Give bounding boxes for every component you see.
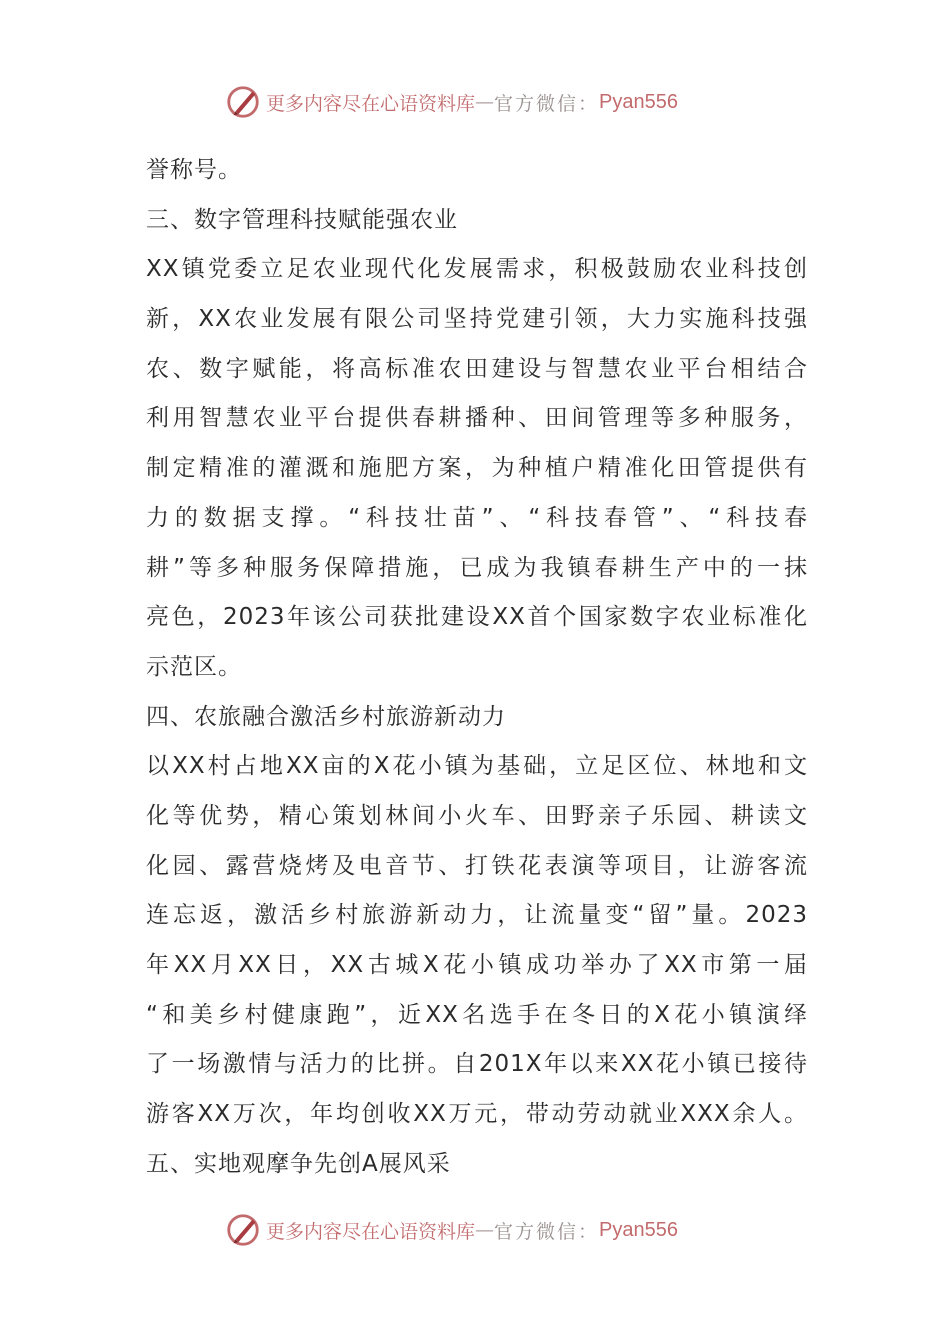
text-line: 连忘返，激活乡村旅游新动力，让流量变“留”量。2023 (146, 902, 808, 929)
banner-wechat-label: 官方微信： (494, 92, 600, 115)
text-line: 了一场激情与活力的比拼。自201X年以来XX花小镇已接待 (146, 1051, 808, 1078)
text-line: 示范区。 (146, 653, 242, 680)
text-line: 制定精准的灌溉和施肥方案，为种植户精准化田管提供有 (146, 455, 808, 482)
text-line: 化园、露营烧烤及电音节、打铁花表演等项目，让游客流 (146, 852, 808, 879)
text-line: 年XX月XX日，XX古城X花小镇成功举办了XX市第一届 (146, 952, 808, 978)
section-heading: 五、实地观摩争先创A展风采 (146, 1150, 451, 1177)
text-line: 新，XX农业发展有限公司坚持党建引领，大力实施科技强 (146, 306, 808, 333)
text-line: 誉称号。 (146, 157, 242, 183)
section-heading: 四、农旅融合激活乡村旅游新动力 (146, 703, 506, 730)
banner-separator: — (475, 1219, 495, 1241)
footer-banner (224, 1210, 744, 1250)
banner-wechat-label: 官方微信： (494, 1220, 600, 1243)
text-line: “和美乡村健康跑”，近XX名选手在冬日的X花小镇演绎 (146, 1001, 808, 1028)
text-line: 利用智慧农业平台提供春耕播种、田间管理等多种服务， (146, 405, 808, 432)
banner-wechat-id: Pyan556 (599, 1218, 678, 1241)
text-line: 以XX村占地XX亩的X花小镇为基础，立足区位、林地和文 (146, 753, 808, 780)
banner-text: 更多内容尽在心语资料库 (266, 1220, 476, 1243)
banner-wechat-id: Pyan556 (599, 90, 678, 113)
pen-logo-icon (224, 1211, 262, 1249)
text-line: 化等优势，精心策划林间小火车、田野亲子乐园、耕读文 (146, 802, 808, 829)
text-line: 亮色，2023年该公司获批建设XX首个国家数字农业标准化 (146, 604, 808, 631)
text-line: 农、数字赋能，将高标准农田建设与智慧农业平台相结合 (146, 355, 808, 382)
text-line: XX镇党委立足农业现代化发展需求，积极鼓励农业科技创 (146, 256, 808, 283)
text-line: 耕”等多种服务保障措施，已成为我镇春耕生产中的一抹 (146, 554, 808, 581)
banner-separator: — (475, 91, 495, 113)
header-banner (224, 82, 744, 122)
banner-text: 更多内容尽在心语资料库 (266, 92, 476, 115)
section-heading: 三、数字管理科技赋能强农业 (146, 206, 458, 233)
document-body (146, 146, 808, 1189)
pen-logo-icon (224, 83, 262, 121)
text-line: 力的数据支撑。“科技壮苗”、“科技春管”、“科技春 (146, 504, 808, 531)
text-line: 游客XX万次，年均创收XX万元，带动劳动就业XXX余人。 (146, 1101, 808, 1128)
